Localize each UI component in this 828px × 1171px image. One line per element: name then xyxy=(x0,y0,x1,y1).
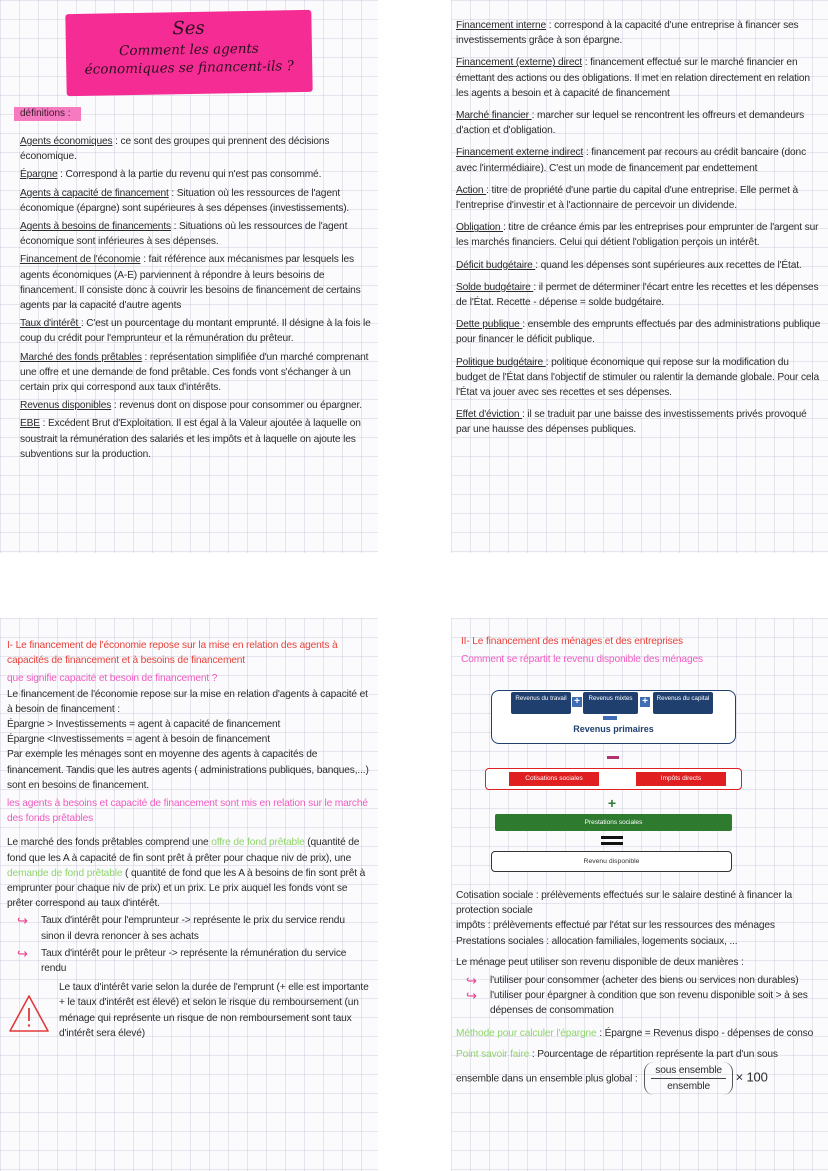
income-box-mixed: Revenus mixtes xyxy=(583,692,638,714)
definition-line: Prestations sociales : allocation familiales, logements sociaux, ... xyxy=(456,935,738,947)
arrow-item xyxy=(466,973,821,988)
point-line xyxy=(456,1047,821,1096)
definition-term: Politique budgétaire xyxy=(456,356,546,368)
definition-text: : quand les dépenses sont supérieures aux recettes de l'État. xyxy=(535,259,802,271)
page-definitions-2 xyxy=(451,0,828,553)
plus-icon: + xyxy=(640,697,650,707)
paragraph: Le financement de l'économie repose sur la mise en relation d'agents à capacité et à besoin de financement : xyxy=(7,688,368,715)
method-line xyxy=(456,1026,821,1041)
definition-text: : Correspond à la partie du revenu qui n'est pas consommé. xyxy=(57,169,322,181)
definition-item xyxy=(20,134,372,164)
section-subheading: Comment se répartit le revenu disponible des ménages xyxy=(461,654,703,666)
equals-icon xyxy=(601,842,623,845)
definition-text: : ensemble des emprunts effectués par des administrations publique pour financer le déficit publique. xyxy=(456,319,821,346)
disposable-income-box: Revenu disponible xyxy=(491,851,732,872)
arrow-text: l'utiliser pour épargner à condition que son revenu disponible soit > à ses dépenses de consommation xyxy=(490,990,808,1017)
curved-arrow-icon: ↪ xyxy=(466,973,477,989)
arrow-item xyxy=(17,946,369,976)
definitions-list-1 xyxy=(20,134,372,465)
definition-text: : titre de propriété d'une partie du capital d'une entreprise. Elle permet à l'entreprise d'investir et à l'actionnaire de percevoir un dividende. xyxy=(456,184,798,212)
definition-text: : Situation où les ressources de l'agent économique (épargne) sont supérieures à ses dépenses (investissements). xyxy=(20,187,350,214)
definition-text: : il permet de déterminer l'écart entre les recettes et les dépenses de l'État. Recette - dépense = solde budgétaire. xyxy=(456,281,819,309)
definition-text: : C'est un pourcentage du montant emprunté. Il désigne à la fois le coup du crédit pour l'emprunteur et la rémunération du prêteur. xyxy=(20,318,371,345)
arrow-text: l'utiliser pour consommer (acheter des biens ou services non durables) xyxy=(490,975,799,987)
definition-item xyxy=(456,183,821,213)
equals-icon xyxy=(603,716,617,720)
equals-icon xyxy=(601,836,623,839)
arrow-item xyxy=(17,913,369,943)
definition-item xyxy=(456,280,821,310)
fraction-multiplier: × 100 xyxy=(735,1069,768,1085)
definition-term: Financement (externe) direct xyxy=(456,57,583,69)
definition-term: EBE xyxy=(20,418,40,430)
definition-item xyxy=(456,220,821,250)
income-diagram xyxy=(491,690,736,880)
direct-taxes-box: Impôts directs xyxy=(636,772,726,786)
social-benefits-box: Prestations sociales xyxy=(495,814,732,831)
definition-text: : politique économique qui repose sur la modification du budget de l'État dans l'objectif de stimuler ou ralentir la demande globale. Pour cela l'État va jouer avec ses recettes et ses dépenses. xyxy=(456,356,820,399)
savings-line: Épargne <Investissements = agent à besoin de financement xyxy=(7,734,270,746)
definitions-list-2 xyxy=(456,18,821,445)
arrow-item xyxy=(466,988,821,1018)
page-section-1 xyxy=(0,618,378,1171)
section-1-body xyxy=(7,638,369,1041)
section-heading: I- Le financement de l'économie repose sur la mise en relation des agents à capacités de financement et à besoins de financement xyxy=(7,640,338,667)
warning-icon xyxy=(7,992,51,1036)
plus-icon: + xyxy=(572,697,582,707)
definition-term: Financement interne xyxy=(456,20,547,31)
demand-term: demande de fond prêtable xyxy=(7,867,126,879)
definition-text: : marcher sur lequel se rencontrent les offreurs et demandeurs d'action et d'obligation. xyxy=(456,110,805,137)
definition-term: Épargne xyxy=(20,169,58,181)
section-heading: II- Le financement des ménages et des entreprises xyxy=(461,636,683,647)
definition-term: Agents à capacité de financement xyxy=(20,187,169,199)
usage-intro: Le ménage peut utiliser son revenu disponible de deux manières : xyxy=(456,956,744,968)
definition-term: Revenus disponibles xyxy=(20,400,112,412)
definition-item xyxy=(456,18,821,48)
definition-item xyxy=(20,416,372,462)
fraction-denominator: ensemble xyxy=(667,1081,711,1093)
definition-term: Financement externe indirect xyxy=(456,147,584,159)
definition-item xyxy=(20,252,372,313)
warning-text: Le taux d'intérêt varie selon la durée de l'emprunt (+ elle est importante + le taux d'intérêt est élevé) et selon le risque du remboursement (un ménage qui représente un risque de non remboursement sont taux d'intérêt sera élevé) xyxy=(59,982,369,1039)
definition-term: Agents à besoins de financements xyxy=(20,221,171,233)
definitions-tag: définitions : xyxy=(14,107,81,121)
page-section-2 xyxy=(451,618,828,1171)
page-definitions-1 xyxy=(0,0,378,553)
definition-item xyxy=(456,407,821,437)
savings-line: Épargne > Investissements = agent à capacité de financement xyxy=(7,719,281,731)
curved-arrow-icon: ↪ xyxy=(466,988,477,1004)
definition-term: Effet d'éviction xyxy=(456,409,523,421)
definition-term: Déficit budgétaire xyxy=(456,259,536,271)
arrow-text: Taux d'intérêt pour le prêteur -> représente la rémunération du service rendu xyxy=(41,947,347,975)
definition-item xyxy=(20,316,372,346)
primary-income-label: Revenus primaires xyxy=(573,724,654,734)
definition-term: Solde budgétaire xyxy=(456,281,534,293)
income-box-capital: Revenus du capital xyxy=(653,692,713,714)
definition-text: : Situations où les ressources de l'agent économique sont inférieures à ses dépenses. xyxy=(20,221,348,248)
definition-text: : représentation simplifiée d'un marché comprenant une offre et une demande de fond prêtable. Ces fonds vont s'échanger à un certain prix qui correspond aux taux d'intérêts. xyxy=(20,351,369,394)
offer-term: offre de fond prêtable xyxy=(211,837,308,849)
definition-item xyxy=(456,108,821,138)
definition-item xyxy=(456,355,821,401)
definition-item xyxy=(20,398,372,413)
method-text: : Épargne = Revenus dispo - dépenses de conso xyxy=(596,1027,814,1039)
warning-note xyxy=(7,980,369,1041)
point-text: : Pourcentage de répartition représente la part d'un sous ensemble dans un ensemble plus global : xyxy=(456,1048,778,1085)
definition-item xyxy=(20,350,372,396)
definition-item xyxy=(456,55,821,101)
curved-arrow-icon: ↪ xyxy=(17,913,28,929)
definition-term: Dette publique xyxy=(456,319,523,331)
definition-text: : financement par recours au crédit bancaire (donc avec l'intermédiaire). C'est un mode de financement par endettement xyxy=(456,147,807,174)
definition-text: : fait référence aux mécanismes par lesquels les agents économiques (A-E) parviennent à répondre à leurs besoins de financement. Il consiste donc à couvrir les besoins de financement de certains agents par la capacité d'autre agents xyxy=(20,254,361,312)
income-box-work: Revenus du travail xyxy=(511,692,571,714)
definition-text: : correspond à la capacité d'une entreprise à financer ses investissements grâce à son épargne. xyxy=(456,20,799,47)
market-paragraph xyxy=(7,835,369,911)
title-ses: Ses xyxy=(172,17,205,40)
fraction xyxy=(644,1062,733,1095)
definition-text: : revenus dont on dispose pour consommer ou épargner. xyxy=(111,400,362,412)
definition-line: impôts : prélèvements effectué par l'état sur les ressources des ménages xyxy=(456,920,775,932)
definition-text: : financement effectué sur le marché financier en émettant des actions ou des obligations. Il met en relation directement en relation les agents a besoin et à capacité de financement xyxy=(456,57,810,99)
text-span: Le marché des fonds prêtables comprend une xyxy=(7,837,212,849)
plus-icon: + xyxy=(607,795,617,811)
social-contributions-box: Cotisations sociales xyxy=(509,772,599,786)
definition-text: : il se traduit par une baisse des investissements privés provoqué par une hausse des dépenses publiques. xyxy=(456,409,807,436)
section-2-header xyxy=(461,634,816,667)
text-span: ( quantité de fond que les A à besoins de fin sont prêt à emprunter pour chaque niv de prix) et un prix. Le prix auquel les fonds vont se prêter correspond au taux d'intérêt. xyxy=(7,867,366,910)
section-subheading: les agents à besoins et capacité de financement sont mis en relation sur le marché des fonds prêtables xyxy=(7,798,368,825)
definition-item xyxy=(456,145,821,175)
definition-term: Marché des fonds prêtables xyxy=(20,351,142,363)
section-2-body xyxy=(456,888,821,1095)
definition-text: : ce sont des groupes qui prennent des décisions économique. xyxy=(20,136,330,163)
definition-term: Action xyxy=(456,184,487,196)
method-label: Méthode pour calculer l'épargne xyxy=(456,1027,597,1039)
definition-term: Taux d'intérêt xyxy=(20,318,81,330)
definition-text: : Excédent Brut d'Exploitation. Il est égal à la Valeur ajoutée à laquelle on soustrait la rémunération des salariés et les impôts et à laquelle on ajoute les subventions sur la production. xyxy=(20,418,361,460)
point-label: Point savoir faire xyxy=(456,1048,530,1060)
definition-term: Agents économiques xyxy=(20,136,113,147)
arrow-text: Taux d'intérêt pour l'emprunteur -> représente le prix du service rendu sinon il devra renoncer à ses achats xyxy=(41,915,345,942)
definition-line: Cotisation sociale : prélèvements effectués sur le salaire destiné à financer la protection sociale xyxy=(456,890,793,917)
minus-icon xyxy=(607,756,619,759)
fraction-numerator: sous ensemble xyxy=(651,1063,726,1079)
definition-term: Marché financier xyxy=(456,110,532,122)
text-span: (quantité de fond que les A à capacité de fin sont prêt à prêter pour chaque niv de prix), une xyxy=(7,837,360,864)
curved-arrow-icon: ↪ xyxy=(17,945,28,961)
definition-item xyxy=(456,258,821,273)
paragraph: Par exemple les ménages sont en moyenne des agents à capacités de financement. Tandis que les autres agents ( administrations publiques, banques,...) sont en besoins de financement. xyxy=(7,749,369,791)
definition-term: Financement de l'économie xyxy=(20,254,141,266)
title-question: Comment les agents économiques se financent-ils ? xyxy=(84,40,294,78)
definition-text: : titre de créance émis par les entreprises pour emprunter de l'argent sur les marchés financiers. Celui qui détient l'obligation perçois un intérêt. xyxy=(456,222,819,249)
definition-term: Obligation xyxy=(456,222,504,234)
title-banner xyxy=(65,10,312,96)
definition-item xyxy=(20,219,372,249)
definition-item xyxy=(456,317,821,347)
definition-item xyxy=(20,186,372,216)
section-question: que signifie capacité et besoin de financement ? xyxy=(7,673,218,685)
definition-item xyxy=(20,167,372,182)
